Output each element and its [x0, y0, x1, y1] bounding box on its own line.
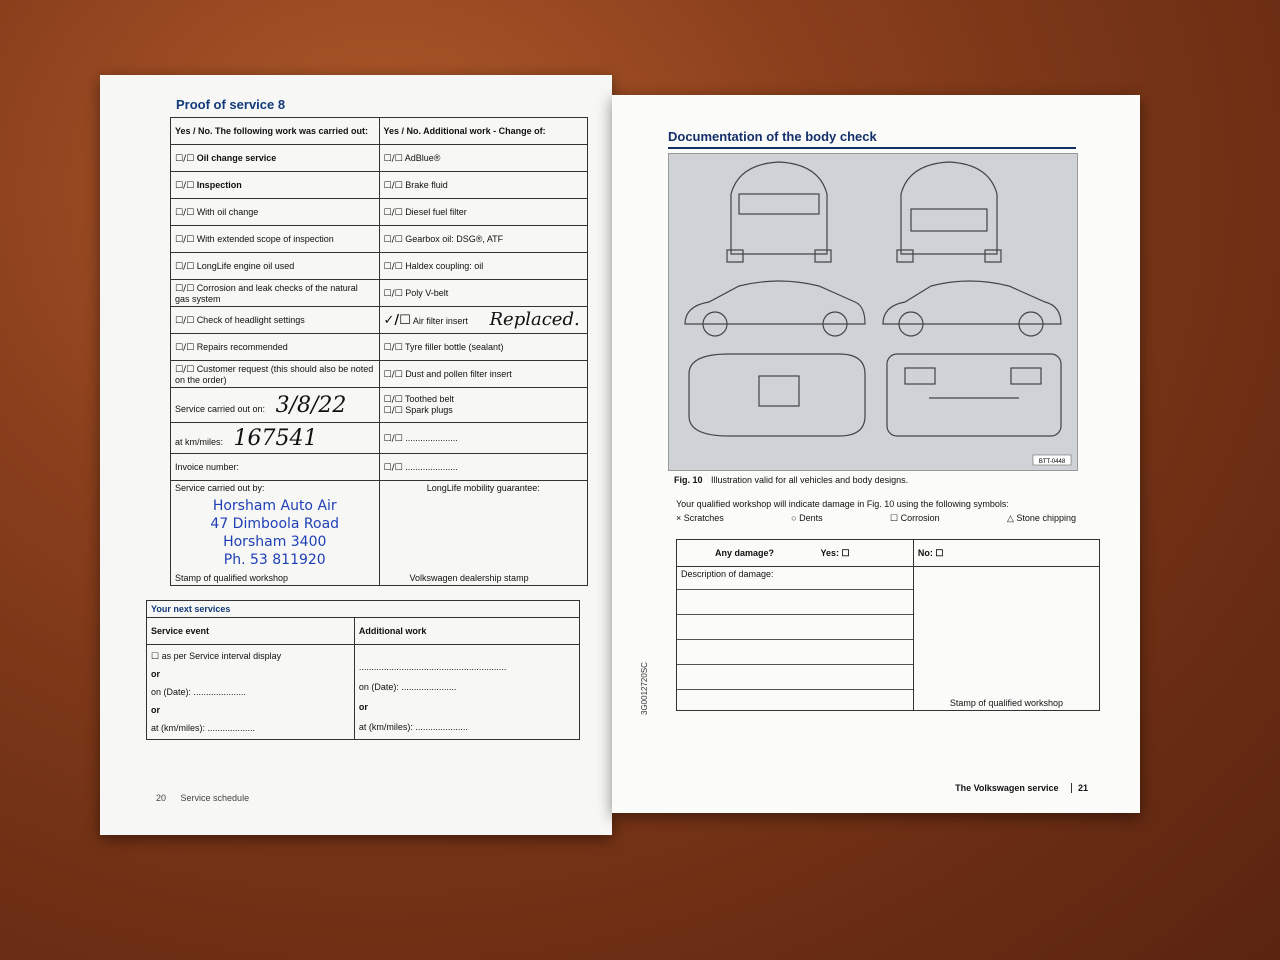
footer-text: The Volkswagen service — [955, 783, 1059, 793]
work-row: ☐/☐ Customer request (this should also be noted on the order) — [171, 361, 380, 388]
dealer-stamp-cell: LongLife mobility guarantee: Volkswagen dealership stamp — [379, 481, 588, 586]
additional-row: ✓/☐ Air filter insert Replaced. — [379, 307, 588, 334]
symbols-intro: Your qualified workshop will indicate damage in Fig. 10 using the following symbols: — [676, 499, 1009, 509]
body-check-figure — [668, 153, 1078, 471]
workshop-stamp-label: Stamp of qualified workshop — [913, 567, 1099, 711]
col2-header: Yes / No. Additional work - Change of: — [379, 118, 588, 145]
invoice-cell: Invoice number: — [171, 454, 380, 481]
fig-caption: Illustration valid for all vehicles and body designs. — [711, 475, 909, 485]
work-row: ☐/☐ With extended scope of inspection — [171, 226, 380, 253]
damage-table: Any damage? Yes: ☐ No: ☐ Description of damage: Stamp of qualified workshop — [676, 539, 1100, 711]
additional-row: ☐/☐ ..................... — [379, 454, 588, 481]
footer-text: Service schedule — [180, 793, 250, 803]
additional-row: ☐/☐ Brake fluid — [379, 172, 588, 199]
fig-label: Fig. 10 — [674, 475, 703, 485]
additional-row: ☐/☐ ..................... — [379, 423, 588, 454]
additional-row: ☐/☐ Gearbox oil: DSG®, ATF — [379, 226, 588, 253]
page-title: Proof of service 8 — [176, 97, 286, 112]
figure-code: BTT-0448 — [1038, 459, 1066, 465]
work-row: ☐/☐ Oil change service — [171, 145, 380, 172]
symbols-legend: × Scratches ○ Dents ☐ Corrosion △ Stone chipping — [676, 513, 1076, 523]
work-row: ☐/☐ Corrosion and leak checks of the natural gas system — [171, 280, 380, 307]
additional-row: ☐/☐ Toothed belt ☐/☐ Spark plugs — [379, 388, 588, 423]
additional-row: ☐/☐ AdBlue® — [379, 145, 588, 172]
handwritten-date: 3/8/22 — [275, 392, 347, 418]
left-page — [100, 75, 612, 835]
work-row: ☐/☐ Repairs recommended — [171, 334, 380, 361]
handwritten-km: 167541 — [233, 425, 318, 451]
additional-row: ☐/☐ Poly V-belt — [379, 280, 588, 307]
col1-header: Yes / No. The following work was carried out: — [171, 118, 380, 145]
additional-row: ☐/☐ Tyre filler bottle (sealant) — [379, 334, 588, 361]
service-work-table — [170, 117, 588, 586]
additional-row: ☐/☐ Diesel fuel filter — [379, 199, 588, 226]
additional-row: ☐/☐ Dust and pollen filter insert — [379, 361, 588, 388]
workshop-stamp: Horsham Auto Air 47 Dimboola Road Horsham 3400 Ph. 53 811920 — [210, 498, 340, 568]
page-number: 21 — [1071, 783, 1088, 793]
document-code: 3G0012720SC — [640, 662, 649, 715]
work-row: ☐/☐ LongLife engine oil used — [171, 253, 380, 280]
service-date-cell: Service carried out on: 3/8/22 — [171, 388, 380, 423]
handwritten-replaced: Replaced. — [489, 309, 580, 330]
page-title: Documentation of the body check — [668, 129, 877, 144]
workshop-stamp-cell: Service carried out by: Horsham Auto Air 47 Dimboola Road Horsham 3400 Ph. 53 811920 Stamp of qualified workshop — [171, 481, 380, 586]
work-row: ☐/☐ Check of headlight settings — [171, 307, 380, 334]
work-row: ☐/☐ With oil change — [171, 199, 380, 226]
description-label: Description of damage: — [681, 569, 774, 579]
page-number: 20 — [156, 793, 167, 803]
additional-row: ☐/☐ Haldex coupling: oil — [379, 253, 588, 280]
km-cell: at km/miles: 167541 — [171, 423, 380, 454]
right-page — [612, 95, 1140, 813]
next-services-table: Your next services Service event Additional work ☐ as per Service interval display or on (Date): ..................... or at (km/miles): ................... ........................................................... on (Date): ...................... or at (km/miles): ..................... — [146, 600, 580, 740]
work-row: ☐/☐ Inspection — [171, 172, 380, 199]
